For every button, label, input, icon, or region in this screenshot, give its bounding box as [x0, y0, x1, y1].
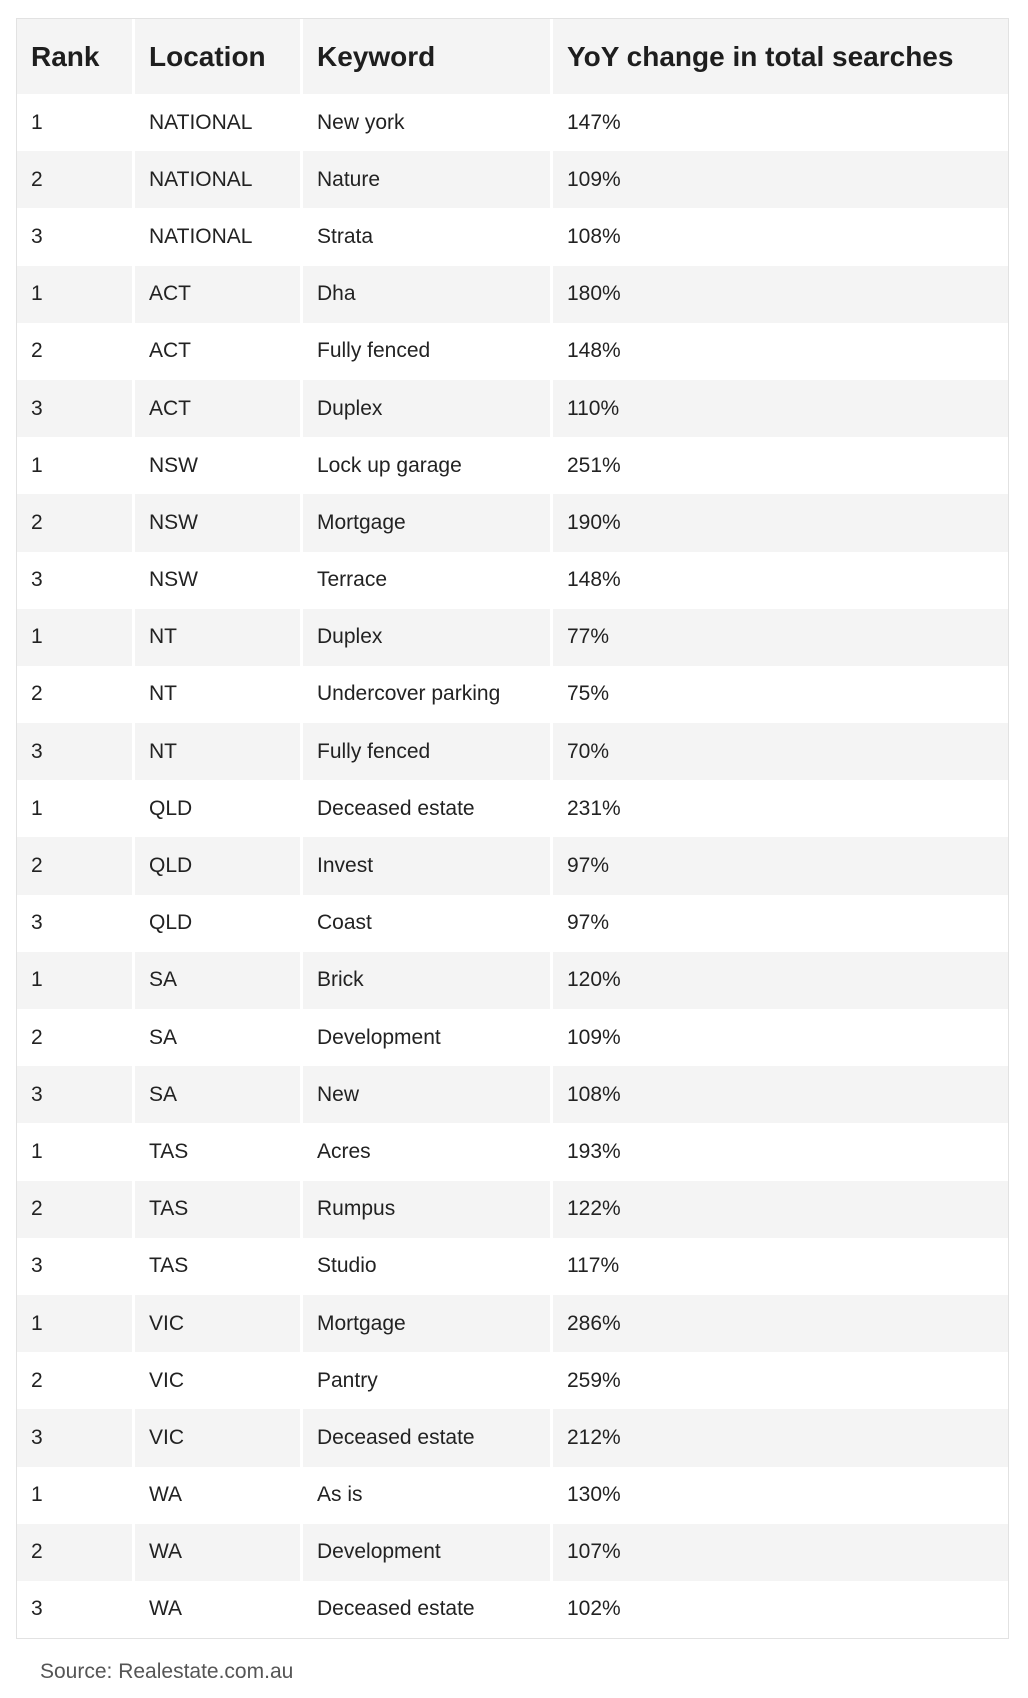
cell-yoy-change: 193%	[550, 1123, 1008, 1180]
cell-keyword: Mortgage	[300, 1295, 550, 1352]
cell-yoy-change: 120%	[550, 952, 1008, 1009]
source-note: Source: Realestate.com.au	[40, 1660, 294, 1683]
cell-keyword: Lock up garage	[300, 437, 550, 494]
cell-yoy-change: 110%	[550, 380, 1008, 437]
cell-location: WA	[132, 1524, 300, 1581]
cell-rank: 1	[17, 1295, 132, 1352]
cell-location: VIC	[132, 1295, 300, 1352]
cell-rank: 2	[17, 323, 132, 380]
header-rank: Rank	[17, 19, 132, 94]
cell-location: NATIONAL	[132, 208, 300, 265]
cell-location: NSW	[132, 552, 300, 609]
cell-keyword: Development	[300, 1524, 550, 1581]
cell-rank: 2	[17, 151, 132, 208]
cell-location: QLD	[132, 837, 300, 894]
cell-location: TAS	[132, 1181, 300, 1238]
table-row	[17, 1009, 1008, 1066]
cell-rank: 3	[17, 552, 132, 609]
cell-yoy-change: 180%	[550, 266, 1008, 323]
table-row	[17, 94, 1008, 151]
table-row	[17, 208, 1008, 265]
cell-keyword: Deceased estate	[300, 1409, 550, 1466]
cell-location: NATIONAL	[132, 151, 300, 208]
cell-yoy-change: 107%	[550, 1524, 1008, 1581]
cell-rank: 1	[17, 266, 132, 323]
cell-location: SA	[132, 1009, 300, 1066]
table-row	[17, 1524, 1008, 1581]
cell-yoy-change: 147%	[550, 94, 1008, 151]
cell-keyword: Nature	[300, 151, 550, 208]
cell-yoy-change: 259%	[550, 1352, 1008, 1409]
cell-rank: 3	[17, 1409, 132, 1466]
cell-rank: 1	[17, 609, 132, 666]
cell-location: QLD	[132, 780, 300, 837]
table-row	[17, 1581, 1008, 1638]
cell-rank: 2	[17, 1181, 132, 1238]
cell-yoy-change: 148%	[550, 552, 1008, 609]
header-yoy-change: YoY change in total searches	[550, 19, 1008, 94]
table-row	[17, 1181, 1008, 1238]
table-row	[17, 266, 1008, 323]
cell-yoy-change: 108%	[550, 1066, 1008, 1123]
cell-rank: 3	[17, 895, 132, 952]
cell-keyword: Coast	[300, 895, 550, 952]
cell-rank: 3	[17, 380, 132, 437]
cell-keyword: Duplex	[300, 609, 550, 666]
cell-yoy-change: 286%	[550, 1295, 1008, 1352]
cell-yoy-change: 212%	[550, 1409, 1008, 1466]
cell-rank: 1	[17, 437, 132, 494]
table-row	[17, 837, 1008, 894]
table-row	[17, 609, 1008, 666]
cell-keyword: Undercover parking	[300, 666, 550, 723]
table-row	[17, 666, 1008, 723]
cell-yoy-change: 130%	[550, 1467, 1008, 1524]
cell-location: ACT	[132, 266, 300, 323]
cell-keyword: Mortgage	[300, 494, 550, 551]
cell-rank: 2	[17, 1009, 132, 1066]
keyword-table	[17, 19, 1008, 1638]
cell-yoy-change: 108%	[550, 208, 1008, 265]
cell-rank: 1	[17, 1467, 132, 1524]
cell-yoy-change: 70%	[550, 723, 1008, 780]
cell-yoy-change: 77%	[550, 609, 1008, 666]
cell-location: SA	[132, 1066, 300, 1123]
cell-yoy-change: 109%	[550, 1009, 1008, 1066]
table-row	[17, 552, 1008, 609]
cell-keyword: Dha	[300, 266, 550, 323]
cell-location: WA	[132, 1467, 300, 1524]
cell-location: VIC	[132, 1409, 300, 1466]
cell-yoy-change: 117%	[550, 1238, 1008, 1295]
cell-rank: 1	[17, 952, 132, 1009]
cell-location: TAS	[132, 1238, 300, 1295]
table-row	[17, 1238, 1008, 1295]
cell-rank: 1	[17, 94, 132, 151]
cell-yoy-change: 148%	[550, 323, 1008, 380]
cell-yoy-change: 102%	[550, 1581, 1008, 1638]
cell-keyword: Pantry	[300, 1352, 550, 1409]
cell-yoy-change: 109%	[550, 151, 1008, 208]
cell-keyword: Rumpus	[300, 1181, 550, 1238]
cell-location: TAS	[132, 1123, 300, 1180]
cell-keyword: Strata	[300, 208, 550, 265]
cell-yoy-change: 251%	[550, 437, 1008, 494]
cell-location: NT	[132, 666, 300, 723]
cell-keyword: Fully fenced	[300, 723, 550, 780]
table-row	[17, 1409, 1008, 1466]
cell-rank: 2	[17, 1352, 132, 1409]
cell-rank: 1	[17, 1123, 132, 1180]
table-row	[17, 1295, 1008, 1352]
table-row	[17, 1066, 1008, 1123]
keyword-table-container	[16, 18, 1009, 1639]
table-row	[17, 1123, 1008, 1180]
table-row	[17, 723, 1008, 780]
cell-location: WA	[132, 1581, 300, 1638]
cell-rank: 2	[17, 494, 132, 551]
cell-rank: 3	[17, 1581, 132, 1638]
cell-rank: 2	[17, 1524, 132, 1581]
table-row	[17, 151, 1008, 208]
cell-location: QLD	[132, 895, 300, 952]
table-row	[17, 380, 1008, 437]
cell-keyword: Duplex	[300, 380, 550, 437]
cell-keyword: Deceased estate	[300, 780, 550, 837]
table-row	[17, 494, 1008, 551]
cell-location: ACT	[132, 380, 300, 437]
cell-yoy-change: 190%	[550, 494, 1008, 551]
table-row	[17, 323, 1008, 380]
cell-yoy-change: 97%	[550, 837, 1008, 894]
cell-rank: 3	[17, 1066, 132, 1123]
cell-keyword: Brick	[300, 952, 550, 1009]
header-row	[17, 19, 1008, 94]
cell-rank: 3	[17, 208, 132, 265]
table-row	[17, 1352, 1008, 1409]
table-header	[17, 19, 1008, 94]
cell-yoy-change: 122%	[550, 1181, 1008, 1238]
cell-location: ACT	[132, 323, 300, 380]
cell-keyword: Fully fenced	[300, 323, 550, 380]
cell-keyword: New	[300, 1066, 550, 1123]
cell-keyword: Acres	[300, 1123, 550, 1180]
cell-rank: 2	[17, 666, 132, 723]
cell-keyword: Development	[300, 1009, 550, 1066]
cell-yoy-change: 97%	[550, 895, 1008, 952]
table-row	[17, 1467, 1008, 1524]
cell-rank: 3	[17, 1238, 132, 1295]
cell-location: NT	[132, 609, 300, 666]
cell-rank: 2	[17, 837, 132, 894]
cell-keyword: Terrace	[300, 552, 550, 609]
header-keyword: Keyword	[300, 19, 550, 94]
cell-location: VIC	[132, 1352, 300, 1409]
table-row	[17, 952, 1008, 1009]
cell-keyword: Invest	[300, 837, 550, 894]
table-row	[17, 780, 1008, 837]
header-location: Location	[132, 19, 300, 94]
table-row	[17, 437, 1008, 494]
cell-yoy-change: 231%	[550, 780, 1008, 837]
cell-keyword: As is	[300, 1467, 550, 1524]
cell-keyword: Deceased estate	[300, 1581, 550, 1638]
table-row	[17, 895, 1008, 952]
cell-location: NT	[132, 723, 300, 780]
cell-location: SA	[132, 952, 300, 1009]
cell-yoy-change: 75%	[550, 666, 1008, 723]
table-body	[17, 94, 1008, 1638]
cell-location: NSW	[132, 437, 300, 494]
cell-keyword: Studio	[300, 1238, 550, 1295]
cell-location: NSW	[132, 494, 300, 551]
cell-keyword: New york	[300, 94, 550, 151]
cell-location: NATIONAL	[132, 94, 300, 151]
cell-rank: 3	[17, 723, 132, 780]
cell-rank: 1	[17, 780, 132, 837]
